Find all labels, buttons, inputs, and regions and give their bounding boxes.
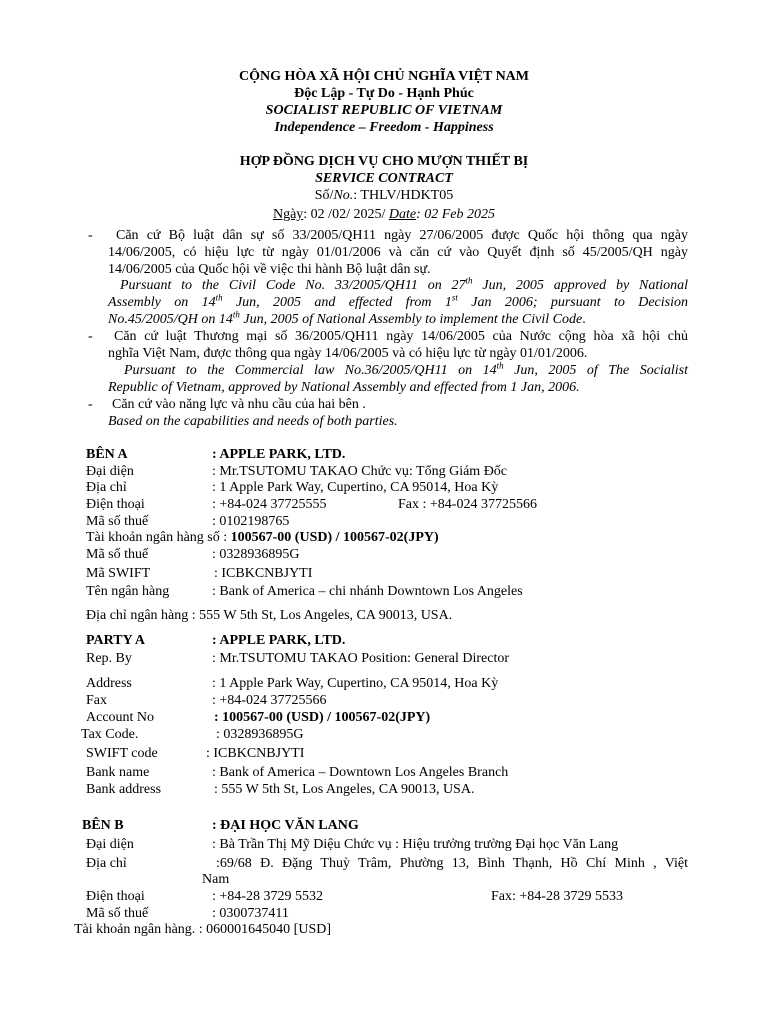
party-b-rep-label: Đại diện (86, 837, 134, 852)
preamble-commercial-law-en-l2: Republic of Vietnam, approved by National Assembly and effected from 1 Jan, 2006. (108, 380, 580, 395)
party-a-vi-swift-value: : ICBKCNBJYTI (214, 566, 313, 581)
party-a-vi-account: Tài khoản ngân hàng số : 100567-00 (USD) / 100567-02(JPY) (86, 530, 439, 545)
party-a-vi-tax2-label: Mã số thuế (86, 547, 149, 562)
preamble-civil-code-en-l3: No.45/2005/QH on 14th Jun, 2005 of National Assembly to implement the Civil Code. (108, 309, 586, 327)
preamble-civil-code-vi-l2: 14/06/2005, có hiệu lực từ ngày 01/01/2006 và căn cứ vào Quyết định số 45/2005/QH ngày (108, 245, 688, 260)
party-b-phone-value: : +84-28 3729 5532 (212, 889, 323, 904)
party-a-en-address-value: : 1 Apple Park Way, Cupertino, CA 95014, Hoa Kỳ (212, 676, 499, 691)
party-a-en-account-value: : 100567-00 (USD) / 100567-02(JPY) (214, 710, 431, 725)
preamble-civil-code-vi-l1: Căn cứ Bộ luật dân sự số 33/2005/QH11 ngày 27/06/2005 được Quốc hội thông qua ngày (116, 228, 688, 243)
party-a-en-rep-value: : Mr.TSUTOMU TAKAO Position: General Director (212, 651, 510, 666)
preamble-capabilities-vi: Căn cứ vào năng lực và nhu cầu của hai bên . (112, 397, 366, 412)
party-a-en-bank-address-label: Bank address (86, 782, 162, 797)
party-a-en-fax-label: Fax (86, 693, 107, 708)
preamble-commercial-law-vi-l2: nghĩa Việt Nam, được thông qua ngày 14/06/2005 và có hiệu lực từ ngày 01/01/2006. (108, 346, 588, 361)
party-a-en-address-label: Address (86, 676, 132, 691)
party-b-tax-label: Mã số thuế (86, 906, 149, 921)
contract-title-en: SERVICE CONTRACT (315, 171, 453, 186)
party-a-vi-address-value: : 1 Apple Park Way, Cupertino, CA 95014, Hoa Kỳ (212, 480, 499, 495)
party-a-vi-fax-value: Fax : +84-024 37725566 (398, 497, 537, 512)
party-b-phone-label: Điện thoại (86, 889, 145, 904)
party-a-en-heading: PARTY A (86, 633, 146, 648)
party-a-en-fax-value: : +84-024 37725566 (212, 693, 327, 708)
party-b-address-value-l1: :69/68 Đ. Đặng Thuỳ Trâm, Phường 13, Bình Thạnh, Hồ Chí Minh , Việt (216, 856, 688, 871)
party-a-vi-address-label: Địa chỉ (86, 480, 127, 495)
party-a-vi-bank-label: Tên ngân hàng (86, 584, 170, 599)
party-b-name: : ĐẠI HỌC VĂN LANG (212, 818, 359, 833)
party-a-en-swift-label: SWIFT code (86, 746, 158, 761)
party-b-rep-value: : Bà Trần Thị Mỹ Diệu Chức vụ : Hiệu trưởng trường Đại học Văn Lang (212, 837, 619, 852)
party-a-en-rep-label: Rep. By (86, 651, 132, 666)
party-a-vi-tax2-value: : 0328936895G (212, 547, 300, 562)
preamble-commercial-law-en-l1: Pursuant to the Commercial law No.36/2005/QH11 on 14th Jun, 2005 of The Socialist (124, 360, 688, 378)
party-b-account: Tài khoản ngân hàng. : 060001645040 [USD] (74, 922, 332, 937)
party-a-vi-phone-value: : +84-024 37725555 (212, 497, 327, 512)
contract-number: Số/No.: THLV/HDKT05 (314, 188, 454, 203)
bullet-dash: - (88, 397, 93, 412)
preamble-civil-code-en-l2: Assembly on 14th Jun, 2005 and effected from 1st Jan 2006; pursuant to Decision (108, 292, 688, 310)
party-a-vi-bank-value: : Bank of America – chi nhánh Downtown Los Angeles (212, 584, 523, 599)
national-motto-vi: Độc Lập - Tự Do - Hạnh Phúc (294, 86, 474, 101)
party-b-heading: BÊN B (82, 818, 124, 833)
party-a-vi-phone-label: Điện thoại (86, 497, 145, 512)
preamble-capabilities-en: Based on the capabilities and needs of both parties. (108, 414, 398, 429)
bullet-dash: - (88, 228, 93, 243)
party-a-en-tax-label: Tax Code. (81, 727, 139, 742)
party-a-vi-heading: BÊN A (86, 447, 128, 462)
party-a-en-bank-value: : Bank of America – Downtown Los Angeles Branch (212, 765, 509, 780)
party-a-vi-tax-value: : 0102198765 (212, 514, 290, 529)
contract-title-vi: HỢP ĐỒNG DỊCH VỤ CHO MƯỢN THIẾT BỊ (239, 154, 529, 169)
contract-date: Ngày: 02 /02/ 2025/ Date: 02 Feb 2025 (272, 207, 496, 222)
party-b-address-value-l2: Nam (202, 872, 230, 887)
party-b-tax-value: : 0300737411 (212, 906, 289, 921)
party-a-en-tax-value: : 0328936895G (216, 727, 304, 742)
party-b-fax-value: Fax: +84-28 3729 5533 (491, 889, 623, 904)
national-motto-en: Independence – Freedom - Happiness (274, 120, 494, 135)
party-a-vi-bank-address: Địa chỉ ngân hàng : 555 W 5th St, Los Angeles, CA 90013, USA. (86, 608, 453, 623)
preamble-commercial-law-vi-l1: Căn cứ luật Thương mại số 36/2005/QH11 ngày 14/06/2005 của Nước cộng hòa xã hội chủ (114, 329, 688, 344)
party-a-vi-rep-value: : Mr.TSUTOMU TAKAO Chức vụ: Tổng Giám Đốc (212, 464, 508, 479)
party-b-address-label: Địa chỉ (86, 856, 127, 871)
party-a-vi-tax-label: Mã số thuế (86, 514, 149, 529)
party-a-vi-swift-label: Mã SWIFT (86, 566, 151, 581)
party-a-en-bank-address-value: : 555 W 5th St, Los Angeles, CA 90013, USA. (214, 782, 475, 797)
party-a-en-name: : APPLE PARK, LTD. (212, 633, 346, 648)
party-a-en-bank-label: Bank name (86, 765, 150, 780)
party-a-en-swift-value: : ICBKCNBJYTI (206, 746, 305, 761)
party-a-vi-name: : APPLE PARK, LTD. (212, 447, 346, 462)
national-title-en: SOCIALIST REPUBLIC OF VIETNAM (265, 103, 503, 118)
preamble-civil-code-vi-l3: 14/06/2005 của Quốc hội về việc thi hành Bộ luật dân sự. (108, 262, 431, 277)
preamble-civil-code-en-l1: Pursuant to the Civil Code No. 33/2005/QH11 on 27th Jun, 2005 approved by National (120, 275, 689, 293)
national-title-vi: CỘNG HÒA XÃ HỘI CHỦ NGHĨA VIỆT NAM (238, 69, 529, 84)
party-a-vi-rep-label: Đại diện (86, 464, 134, 479)
bullet-dash: - (88, 329, 93, 344)
party-a-en-account-label: Account No (86, 710, 155, 725)
